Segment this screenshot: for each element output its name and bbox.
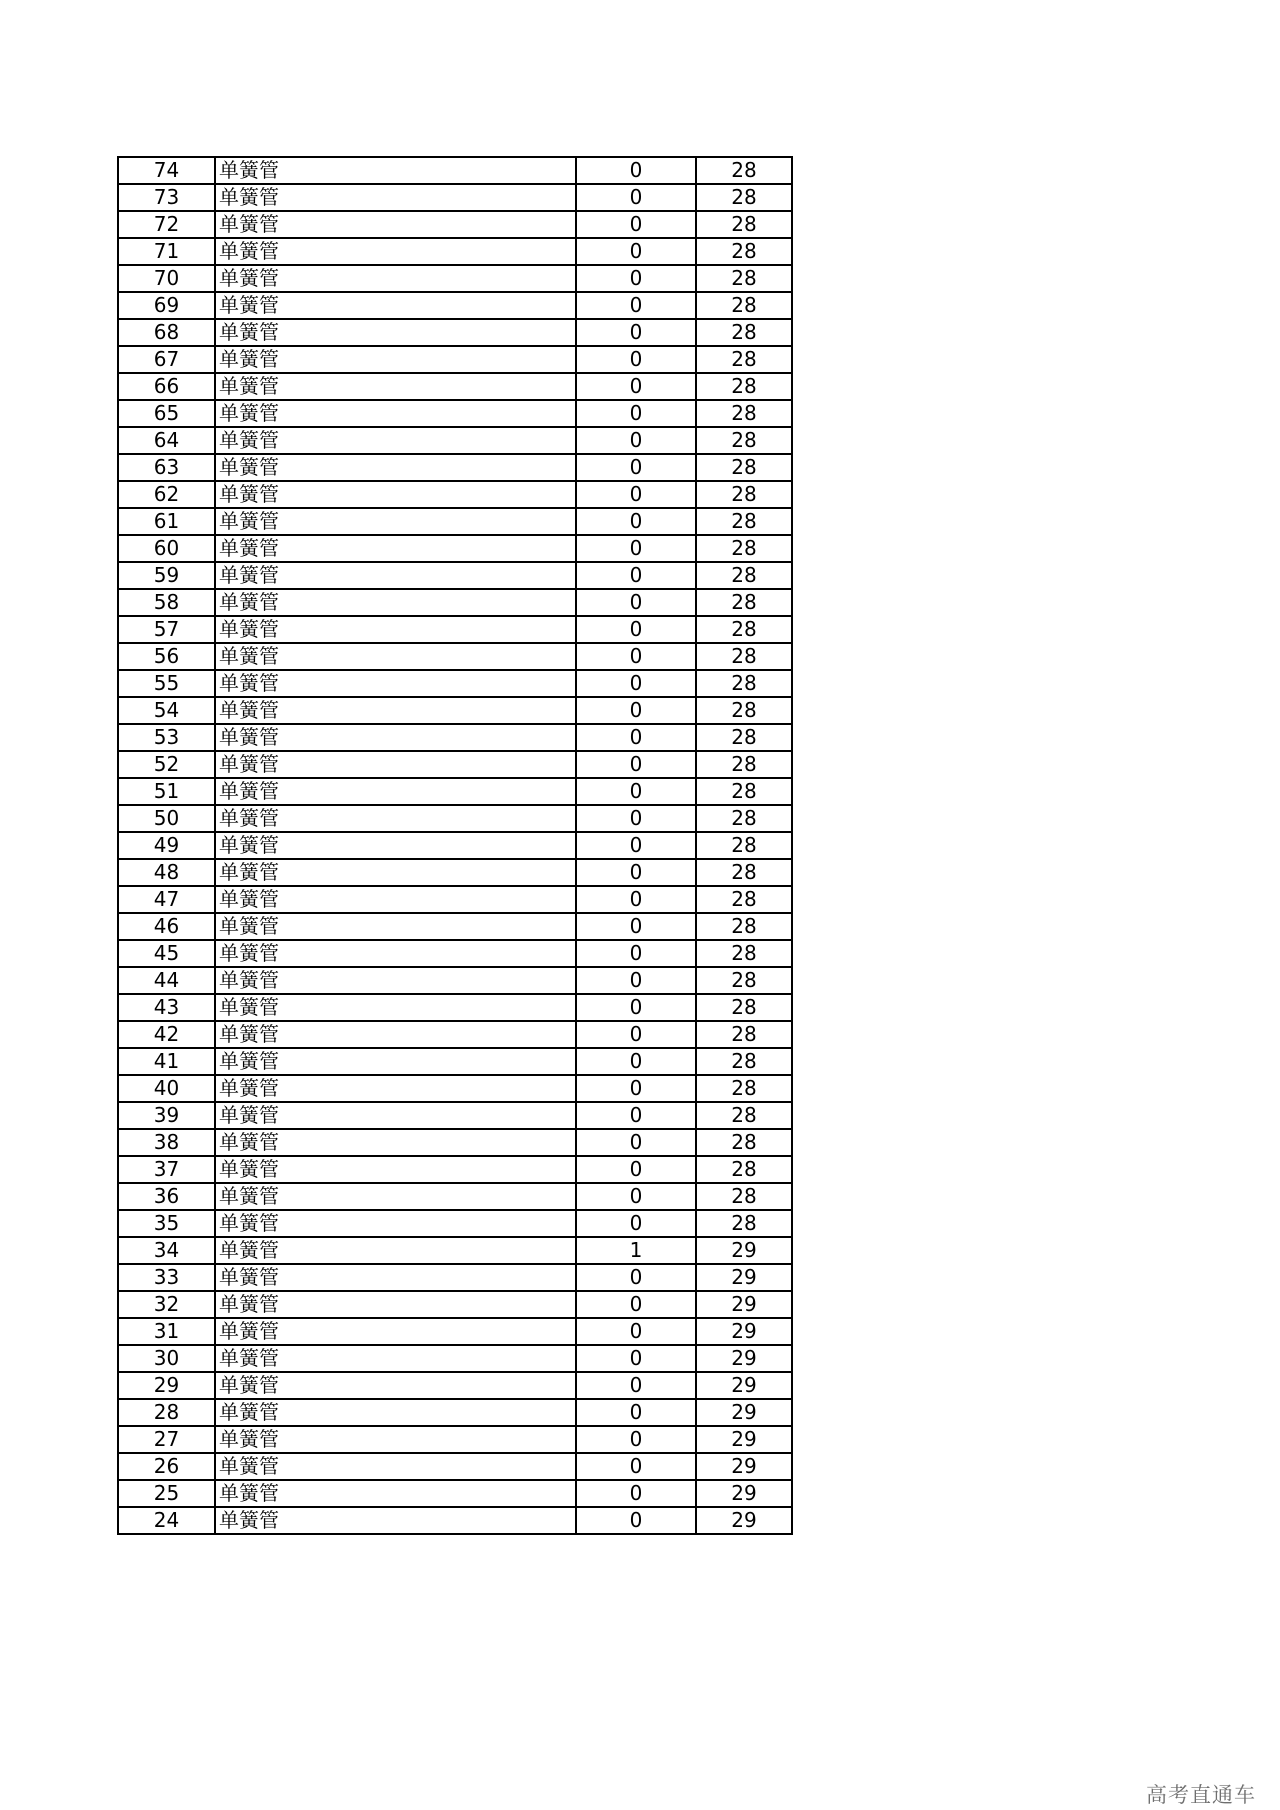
total-cell: 28: [696, 724, 792, 751]
count-cell: 0: [576, 1426, 696, 1453]
total-cell: 28: [696, 940, 792, 967]
rank-cell: 70: [118, 265, 215, 292]
count-cell: 0: [576, 1021, 696, 1048]
rank-cell: 26: [118, 1453, 215, 1480]
table-row: [118, 319, 792, 346]
count-cell: 0: [576, 319, 696, 346]
rank-cell: 24: [118, 1507, 215, 1534]
count-cell: 0: [576, 427, 696, 454]
rank-cell: 43: [118, 994, 215, 1021]
rank-cell: 66: [118, 373, 215, 400]
total-cell: 29: [696, 1345, 792, 1372]
count-cell: 0: [576, 157, 696, 184]
rank-cell: 30: [118, 1345, 215, 1372]
table-row: [118, 778, 792, 805]
count-cell: 0: [576, 724, 696, 751]
rank-cell: 48: [118, 859, 215, 886]
table-row: [118, 1237, 792, 1264]
total-cell: 28: [696, 832, 792, 859]
count-cell: 0: [576, 346, 696, 373]
table-row: [118, 1507, 792, 1534]
count-cell: 0: [576, 400, 696, 427]
total-cell: 29: [696, 1507, 792, 1534]
name-cell: 单簧管: [215, 373, 576, 400]
count-cell: 0: [576, 589, 696, 616]
rank-cell: 29: [118, 1372, 215, 1399]
total-cell: 28: [696, 508, 792, 535]
table-row: [118, 184, 792, 211]
count-cell: 0: [576, 454, 696, 481]
name-cell: 单簧管: [215, 1345, 576, 1372]
count-cell: 0: [576, 481, 696, 508]
total-cell: 28: [696, 778, 792, 805]
rank-cell: 36: [118, 1183, 215, 1210]
rank-cell: 57: [118, 616, 215, 643]
name-cell: 单簧管: [215, 454, 576, 481]
rank-cell: 56: [118, 643, 215, 670]
count-cell: 0: [576, 967, 696, 994]
name-cell: 单簧管: [215, 1507, 576, 1534]
name-cell: 单簧管: [215, 670, 576, 697]
count-cell: 0: [576, 913, 696, 940]
count-cell: 0: [576, 940, 696, 967]
name-cell: 单簧管: [215, 400, 576, 427]
total-cell: 28: [696, 265, 792, 292]
rank-cell: 68: [118, 319, 215, 346]
count-cell: 0: [576, 1102, 696, 1129]
rank-cell: 59: [118, 562, 215, 589]
table-row: [118, 1156, 792, 1183]
name-cell: 单簧管: [215, 589, 576, 616]
total-cell: 28: [696, 157, 792, 184]
total-cell: 28: [696, 1183, 792, 1210]
rank-cell: 72: [118, 211, 215, 238]
name-cell: 单簧管: [215, 238, 576, 265]
name-cell: 单簧管: [215, 778, 576, 805]
name-cell: 单簧管: [215, 697, 576, 724]
table-row: [118, 940, 792, 967]
table-row: [118, 994, 792, 1021]
table-row: [118, 1075, 792, 1102]
name-cell: 单簧管: [215, 805, 576, 832]
name-cell: 单簧管: [215, 1264, 576, 1291]
table-row: [118, 427, 792, 454]
table-row: [118, 1048, 792, 1075]
table-row: [118, 886, 792, 913]
total-cell: 29: [696, 1291, 792, 1318]
count-cell: 0: [576, 1345, 696, 1372]
rank-cell: 28: [118, 1399, 215, 1426]
total-cell: 28: [696, 292, 792, 319]
count-cell: 0: [576, 1453, 696, 1480]
name-cell: 单簧管: [215, 535, 576, 562]
total-cell: 28: [696, 589, 792, 616]
total-cell: 28: [696, 643, 792, 670]
rank-cell: 54: [118, 697, 215, 724]
name-cell: 单簧管: [215, 886, 576, 913]
count-cell: 0: [576, 292, 696, 319]
name-cell: 单簧管: [215, 319, 576, 346]
count-cell: 0: [576, 1210, 696, 1237]
count-cell: 0: [576, 994, 696, 1021]
rank-cell: 62: [118, 481, 215, 508]
total-cell: 28: [696, 616, 792, 643]
count-cell: 0: [576, 1372, 696, 1399]
total-cell: 28: [696, 805, 792, 832]
name-cell: 单簧管: [215, 1480, 576, 1507]
table-row: [118, 1183, 792, 1210]
table-row: [118, 535, 792, 562]
name-cell: 单簧管: [215, 751, 576, 778]
table-row: [118, 1399, 792, 1426]
name-cell: 单簧管: [215, 1156, 576, 1183]
watermark: 高考直通车: [1146, 1783, 1256, 1807]
name-cell: 单簧管: [215, 616, 576, 643]
rank-cell: 44: [118, 967, 215, 994]
name-cell: 单簧管: [215, 481, 576, 508]
rank-cell: 53: [118, 724, 215, 751]
table-row: [118, 1372, 792, 1399]
table-row: [118, 1264, 792, 1291]
name-cell: 单簧管: [215, 1426, 576, 1453]
count-cell: 0: [576, 886, 696, 913]
count-cell: 0: [576, 859, 696, 886]
table-row: [118, 211, 792, 238]
rank-cell: 74: [118, 157, 215, 184]
count-cell: 0: [576, 1156, 696, 1183]
name-cell: 单簧管: [215, 1372, 576, 1399]
total-cell: 28: [696, 184, 792, 211]
count-cell: 0: [576, 1075, 696, 1102]
table-row: [118, 400, 792, 427]
name-cell: 单簧管: [215, 1453, 576, 1480]
table-row: [118, 1318, 792, 1345]
rank-cell: 67: [118, 346, 215, 373]
total-cell: 28: [696, 427, 792, 454]
total-cell: 28: [696, 373, 792, 400]
rank-cell: 65: [118, 400, 215, 427]
table-row: [118, 508, 792, 535]
name-cell: 单簧管: [215, 265, 576, 292]
table-row: [118, 697, 792, 724]
rank-cell: 71: [118, 238, 215, 265]
rank-cell: 32: [118, 1291, 215, 1318]
name-cell: 单簧管: [215, 1075, 576, 1102]
rank-cell: 37: [118, 1156, 215, 1183]
table-row: [118, 832, 792, 859]
total-cell: 28: [696, 1048, 792, 1075]
count-cell: 0: [576, 1291, 696, 1318]
rank-cell: 33: [118, 1264, 215, 1291]
total-cell: 28: [696, 1102, 792, 1129]
table-row: [118, 265, 792, 292]
table-row: [118, 643, 792, 670]
rank-cell: 46: [118, 913, 215, 940]
total-cell: 29: [696, 1453, 792, 1480]
table-row: [118, 1102, 792, 1129]
name-cell: 单簧管: [215, 1048, 576, 1075]
name-cell: 单簧管: [215, 1237, 576, 1264]
count-cell: 0: [576, 1480, 696, 1507]
count-cell: 0: [576, 1507, 696, 1534]
name-cell: 单簧管: [215, 157, 576, 184]
table-row: [118, 751, 792, 778]
total-cell: 28: [696, 994, 792, 1021]
name-cell: 单簧管: [215, 724, 576, 751]
table-row: [118, 1129, 792, 1156]
total-cell: 28: [696, 859, 792, 886]
total-cell: 28: [696, 1021, 792, 1048]
table-row: [118, 670, 792, 697]
name-cell: 单簧管: [215, 508, 576, 535]
rank-cell: 52: [118, 751, 215, 778]
rank-cell: 40: [118, 1075, 215, 1102]
count-cell: 0: [576, 751, 696, 778]
count-cell: 0: [576, 535, 696, 562]
table-row: [118, 1480, 792, 1507]
count-cell: 0: [576, 1129, 696, 1156]
count-cell: 0: [576, 616, 696, 643]
table-row: [118, 859, 792, 886]
rank-cell: 55: [118, 670, 215, 697]
count-cell: 0: [576, 697, 696, 724]
total-cell: 29: [696, 1426, 792, 1453]
total-cell: 29: [696, 1399, 792, 1426]
total-cell: 29: [696, 1480, 792, 1507]
count-cell: 0: [576, 778, 696, 805]
name-cell: 单簧管: [215, 643, 576, 670]
total-cell: 28: [696, 481, 792, 508]
count-cell: 0: [576, 265, 696, 292]
table-row: [118, 913, 792, 940]
table-row: [118, 1453, 792, 1480]
total-cell: 28: [696, 1075, 792, 1102]
name-cell: 单簧管: [215, 913, 576, 940]
table-row: [118, 805, 792, 832]
table-row: [118, 1426, 792, 1453]
total-cell: 28: [696, 913, 792, 940]
score-table-body: [118, 157, 792, 1534]
rank-cell: 61: [118, 508, 215, 535]
total-cell: 28: [696, 454, 792, 481]
rank-cell: 58: [118, 589, 215, 616]
total-cell: 28: [696, 211, 792, 238]
count-cell: 0: [576, 184, 696, 211]
rank-cell: 41: [118, 1048, 215, 1075]
table-row: [118, 238, 792, 265]
rank-cell: 64: [118, 427, 215, 454]
rank-cell: 73: [118, 184, 215, 211]
rank-cell: 60: [118, 535, 215, 562]
name-cell: 单簧管: [215, 832, 576, 859]
count-cell: 0: [576, 1183, 696, 1210]
table-row: [118, 562, 792, 589]
total-cell: 28: [696, 697, 792, 724]
name-cell: 单簧管: [215, 1291, 576, 1318]
count-cell: 0: [576, 1318, 696, 1345]
name-cell: 单簧管: [215, 994, 576, 1021]
total-cell: 28: [696, 1210, 792, 1237]
table-row: [118, 454, 792, 481]
table-row: [118, 1345, 792, 1372]
table-row: [118, 1021, 792, 1048]
rank-cell: 45: [118, 940, 215, 967]
table-row: [118, 589, 792, 616]
count-cell: 0: [576, 1048, 696, 1075]
name-cell: 单簧管: [215, 1210, 576, 1237]
name-cell: 单簧管: [215, 184, 576, 211]
total-cell: 29: [696, 1264, 792, 1291]
table-row: [118, 1291, 792, 1318]
rank-cell: 27: [118, 1426, 215, 1453]
total-cell: 28: [696, 670, 792, 697]
rank-cell: 39: [118, 1102, 215, 1129]
total-cell: 29: [696, 1318, 792, 1345]
count-cell: 0: [576, 508, 696, 535]
total-cell: 29: [696, 1237, 792, 1264]
table-row: [118, 481, 792, 508]
table-row: [118, 346, 792, 373]
name-cell: 单簧管: [215, 211, 576, 238]
count-cell: 0: [576, 238, 696, 265]
rank-cell: 50: [118, 805, 215, 832]
name-cell: 单簧管: [215, 1318, 576, 1345]
rank-cell: 38: [118, 1129, 215, 1156]
name-cell: 单簧管: [215, 292, 576, 319]
count-cell: 0: [576, 832, 696, 859]
table-row: [118, 292, 792, 319]
total-cell: 28: [696, 1129, 792, 1156]
name-cell: 单簧管: [215, 940, 576, 967]
rank-cell: 25: [118, 1480, 215, 1507]
rank-cell: 49: [118, 832, 215, 859]
rank-cell: 34: [118, 1237, 215, 1264]
rank-cell: 69: [118, 292, 215, 319]
total-cell: 28: [696, 319, 792, 346]
name-cell: 单簧管: [215, 346, 576, 373]
table-row: [118, 1210, 792, 1237]
total-cell: 28: [696, 1156, 792, 1183]
name-cell: 单簧管: [215, 427, 576, 454]
table-row: [118, 724, 792, 751]
total-cell: 29: [696, 1372, 792, 1399]
name-cell: 单簧管: [215, 562, 576, 589]
name-cell: 单簧管: [215, 967, 576, 994]
name-cell: 单簧管: [215, 859, 576, 886]
rank-cell: 47: [118, 886, 215, 913]
count-cell: 0: [576, 805, 696, 832]
rank-cell: 63: [118, 454, 215, 481]
count-cell: 0: [576, 670, 696, 697]
name-cell: 单簧管: [215, 1399, 576, 1426]
count-cell: 0: [576, 562, 696, 589]
count-cell: 0: [576, 1399, 696, 1426]
count-cell: 0: [576, 1264, 696, 1291]
count-cell: 1: [576, 1237, 696, 1264]
total-cell: 28: [696, 535, 792, 562]
total-cell: 28: [696, 346, 792, 373]
rank-cell: 35: [118, 1210, 215, 1237]
count-cell: 0: [576, 373, 696, 400]
total-cell: 28: [696, 400, 792, 427]
total-cell: 28: [696, 238, 792, 265]
total-cell: 28: [696, 886, 792, 913]
name-cell: 单簧管: [215, 1129, 576, 1156]
total-cell: 28: [696, 967, 792, 994]
score-table: [117, 156, 793, 1535]
table-row: [118, 157, 792, 184]
name-cell: 单簧管: [215, 1021, 576, 1048]
count-cell: 0: [576, 643, 696, 670]
rank-cell: 51: [118, 778, 215, 805]
count-cell: 0: [576, 211, 696, 238]
total-cell: 28: [696, 562, 792, 589]
rank-cell: 31: [118, 1318, 215, 1345]
name-cell: 单簧管: [215, 1102, 576, 1129]
name-cell: 单簧管: [215, 1183, 576, 1210]
total-cell: 28: [696, 751, 792, 778]
table-row: [118, 373, 792, 400]
table-row: [118, 967, 792, 994]
table-row: [118, 616, 792, 643]
rank-cell: 42: [118, 1021, 215, 1048]
